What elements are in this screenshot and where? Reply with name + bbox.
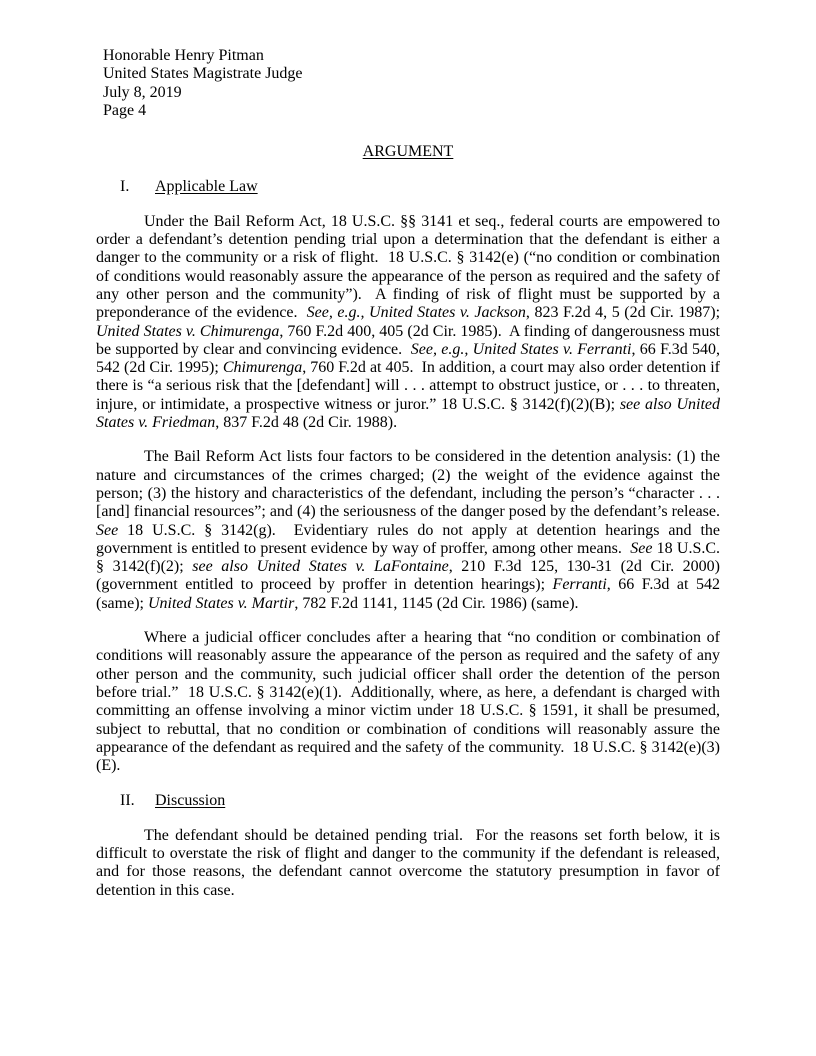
body-text: Under the Bail Reform Act, 18 U.S.C. §§ 3141 et seq., federal courts are empowered to order a defendant’s detention pending trial upon a determination that the defendant is either a danger to the community or a risk of flight. 18 U.S.C. § 3142(e) (“no condition or combination of conditions would reasonably assure the appearance of the person as required and the safety of any other person and the community”). A finding of risk of flight must be supported by a preponderance of the evidence. [96, 212, 720, 322]
citation-italic-text: Chimurenga [222, 359, 303, 377]
citation-italic-text: See [630, 539, 653, 557]
section-title: Discussion [155, 792, 226, 810]
section-title: Applicable Law [155, 178, 258, 196]
body-text: The Bail Reform Act lists four factors to be considered in the detention analysis: (1) the nature and circumstances of the crimes charged; (2) the weight of the evidence against the person; (3) the history and characteristics of the defendant, including the person’s “character . . . [and] financial resources”; and (4) the seriousness of the danger posed by the defendant’s release. [96, 448, 720, 521]
body-text: Where a judicial officer concludes after a hearing that “no condition or combination of conditions will reasonably assure the appearance of the person as required and the safety of any other person and the community, such judicial officer shall order the detention of the person before trial.” 18 U.S.C. § 3142(e)(1). Additionally, where, as here, a defendant is charged with committing an offense involving a minor victim under 18 U.S.C. § 1591, it shall be presumed, subject to rebuttal, that no condition or combination of conditions will reasonably assure the appearance of the defendant as required and the safety of the community. 18 U.S.C. § 3142(e)(3)(E). [96, 629, 720, 775]
citation-italic-text: United States v. Martir [147, 594, 295, 612]
citation-italic-text: United States v. Chimurenga [96, 322, 280, 340]
body-text: , 66 F.3d 540, 542 (2d Cir. 1995); [96, 340, 720, 377]
citation-italic-text: See [96, 521, 119, 539]
paragraph-detention-presumption [96, 629, 720, 775]
citation-italic-text: see also United States v. Friedman [96, 395, 721, 432]
body-text: , 66 F.3d at 542 (same); [96, 576, 720, 612]
page-number-label: Page 4 [103, 101, 147, 119]
body-text: , 760 F.2d at 405. In addition, a court may also order detention if there is “a serious risk that the [defendant] will . . . attempt to obstruct justice, or . . . to threaten, injure, or intimidate, a prospective witness or juror.” 18 U.S.C. § 3142(f)(2)(B); [96, 359, 721, 413]
argument-heading-text: ARGUMENT [362, 143, 454, 161]
body-text: 18 U.S.C. § 3142(g). Evidentiary rules do not apply at detention hearings and the government is entitled to present evidence by way of proffer, among other means. [96, 521, 720, 557]
citation-italic-text: See, e.g., United States v. Ferranti [410, 340, 632, 358]
paragraph-bail-reform-authority [96, 213, 720, 433]
section-number: II. [120, 792, 135, 810]
body-text: , 837 F.2d 48 (2d Cir. 1988). [215, 414, 398, 432]
citation-italic-text: Ferranti [552, 576, 607, 594]
section-heading-applicable-law [96, 178, 720, 196]
citation-italic-text: See, e.g., United States v. Jackson [306, 304, 526, 322]
body-text: , 760 F.2d 400, 405 (2d Cir. 1985). A finding of dangerousness must be supported by clear and convincing evidence. [96, 322, 720, 358]
recipient-title: United States Magistrate Judge [103, 65, 303, 83]
body-text: , 782 F.2d 1141, 1145 (2d Cir. 1986) (same). [294, 594, 579, 612]
section-heading-discussion [96, 792, 720, 810]
body-text: The defendant should be detained pending trial. For the reasons set forth below, it is difficult to overstate the risk of flight and danger to the community if the defendant is released, and for those reasons, the defendant cannot overcome the statutory presumption in favor of detention in this case. [96, 826, 720, 899]
argument-heading [96, 143, 720, 161]
letter-header [96, 47, 720, 120]
body-text: 18 U.S.C. § 3142(f)(2); [96, 539, 721, 576]
letter-date: July 8, 2019 [103, 83, 182, 101]
citation-italic-text: see also United States v. LaFontaine [192, 558, 449, 576]
section-number: I. [120, 178, 130, 196]
recipient-name: Honorable Henry Pitman [103, 47, 264, 64]
paragraph-discussion-intro [96, 827, 720, 900]
body-text: , 823 F.2d 4, 5 (2d Cir. 1987); [525, 304, 721, 322]
paragraph-four-factors [96, 448, 720, 613]
body-text: , 210 F.3d 125, 130-31 (2d Cir. 2000) (government entitled to proceed by proffer in detention hearings); [96, 558, 720, 594]
